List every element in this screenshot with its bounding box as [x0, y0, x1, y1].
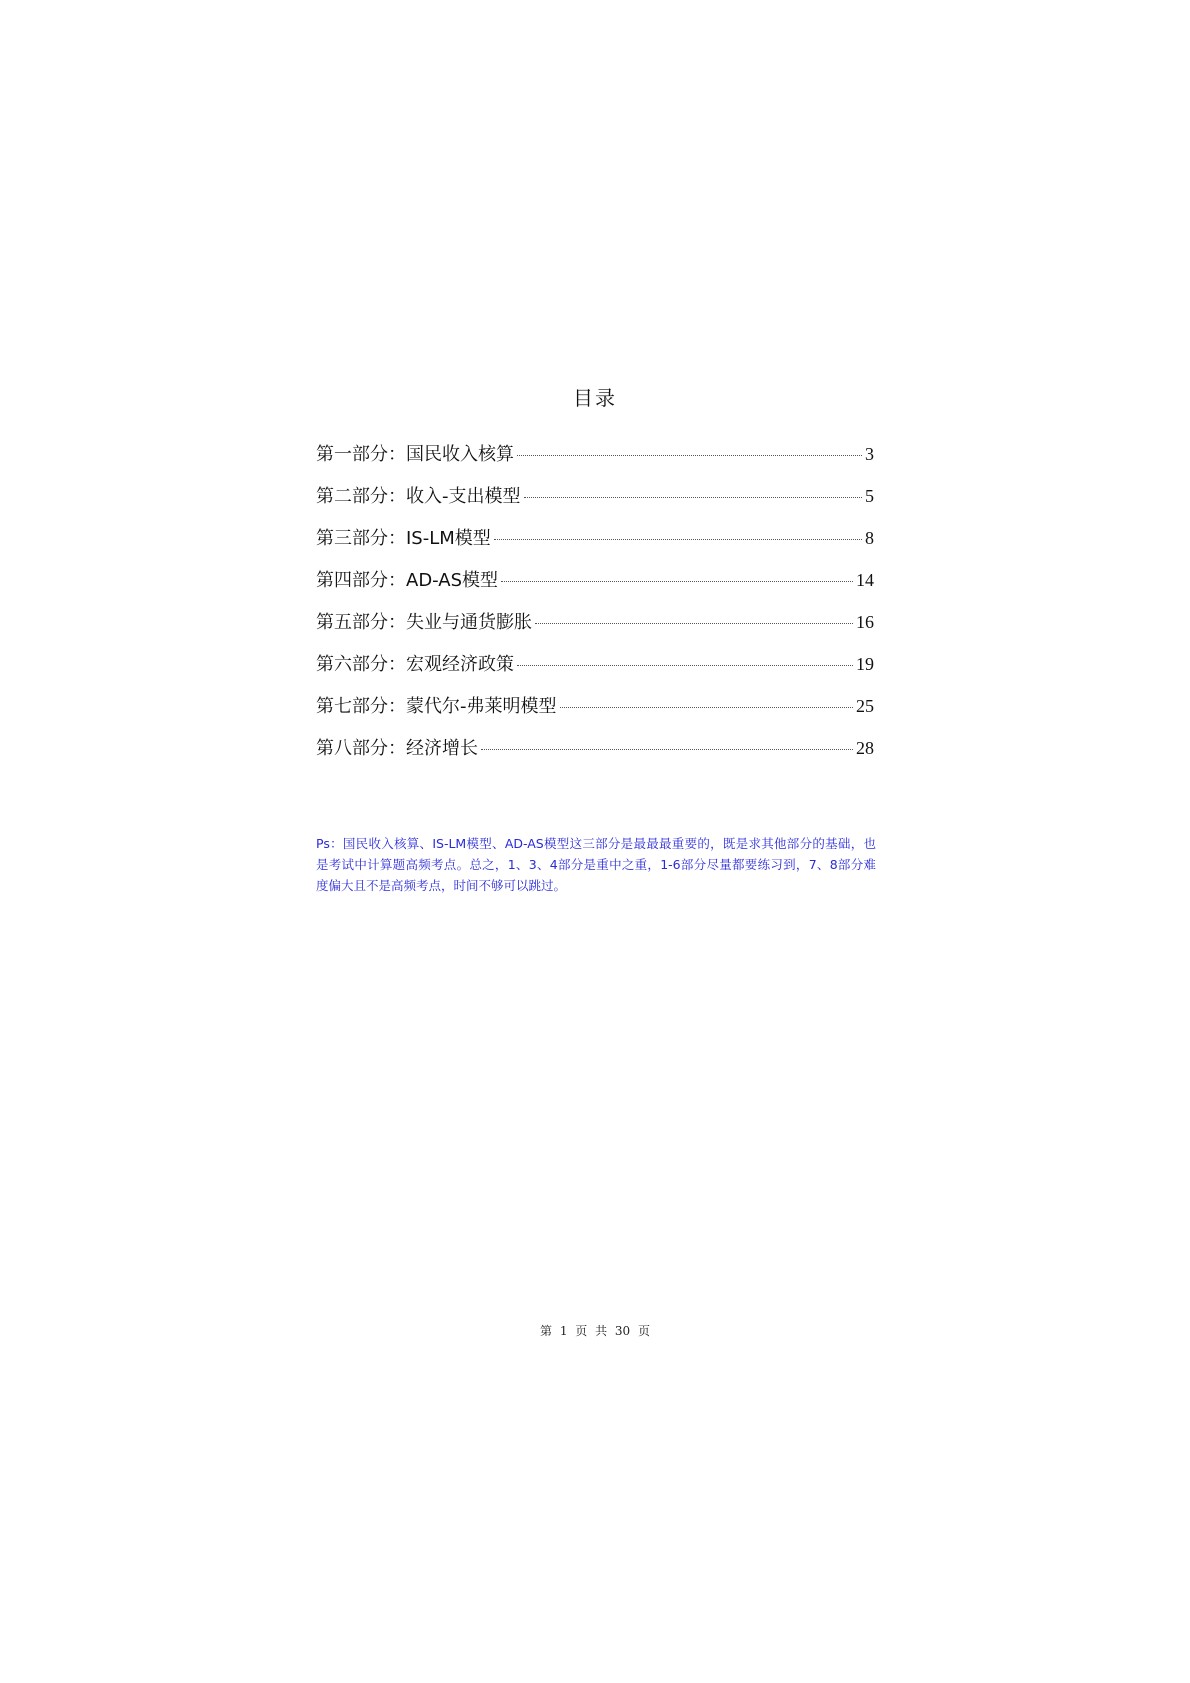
toc-entry-label: 第八部分：经济增长 [316, 738, 478, 759]
dot-leader [560, 707, 854, 708]
page-footer: 第 1 页 共 30 页 [540, 1324, 650, 1338]
toc-entry-3[interactable] [316, 524, 874, 566]
toc-entry-1[interactable] [316, 440, 874, 482]
toc-entry-4[interactable] [316, 566, 874, 608]
dot-leader [494, 539, 862, 540]
toc-entry-page: 28 [856, 738, 874, 758]
toc-entry-6[interactable] [316, 650, 874, 692]
ps-note: Ps：国民收入核算、IS-LM模型、AD-AS模型这三部分是最最最重要的，既是求其他部分的基础，也是考试中计算题高频考点。总之，1、3、4部分是重中之重，1-6部分尽量都要练习到，7、8部分难度偏大且不是高频考点，时间不够可以跳过。 [316, 836, 876, 893]
toc-entry-page: 3 [865, 444, 874, 464]
toc-entry-label: 第二部分：收入-支出模型 [316, 486, 521, 507]
dot-leader [524, 497, 863, 498]
dot-leader [535, 623, 853, 624]
toc-entry-label: 第六部分：宏观经济政策 [316, 654, 514, 675]
toc-title: 目录 [573, 386, 617, 410]
table-of-contents [316, 440, 874, 776]
toc-entry-label: 第一部分：国民收入核算 [316, 444, 514, 465]
dot-leader [517, 665, 853, 666]
toc-entry-label: 第四部分：AD-AS模型 [316, 570, 499, 591]
toc-entry-page: 5 [865, 486, 874, 506]
toc-entry-page: 16 [856, 612, 874, 632]
dot-leader [501, 581, 853, 582]
toc-entry-page: 8 [865, 528, 874, 548]
toc-entry-page: 25 [856, 696, 874, 716]
toc-entry-page: 14 [856, 570, 874, 590]
toc-entry-2[interactable] [316, 482, 874, 524]
toc-entry-7[interactable] [316, 692, 874, 734]
dot-leader [517, 455, 862, 456]
toc-entry-page: 19 [856, 654, 874, 674]
toc-entry-label: 第三部分：IS-LM模型 [316, 528, 491, 549]
toc-entry-label: 第五部分：失业与通货膨胀 [316, 612, 532, 633]
toc-entry-5[interactable] [316, 608, 874, 650]
toc-entry-label: 第七部分：蒙代尔-弗莱明模型 [316, 696, 557, 717]
toc-entry-8[interactable] [316, 734, 874, 776]
dot-leader [481, 749, 853, 750]
